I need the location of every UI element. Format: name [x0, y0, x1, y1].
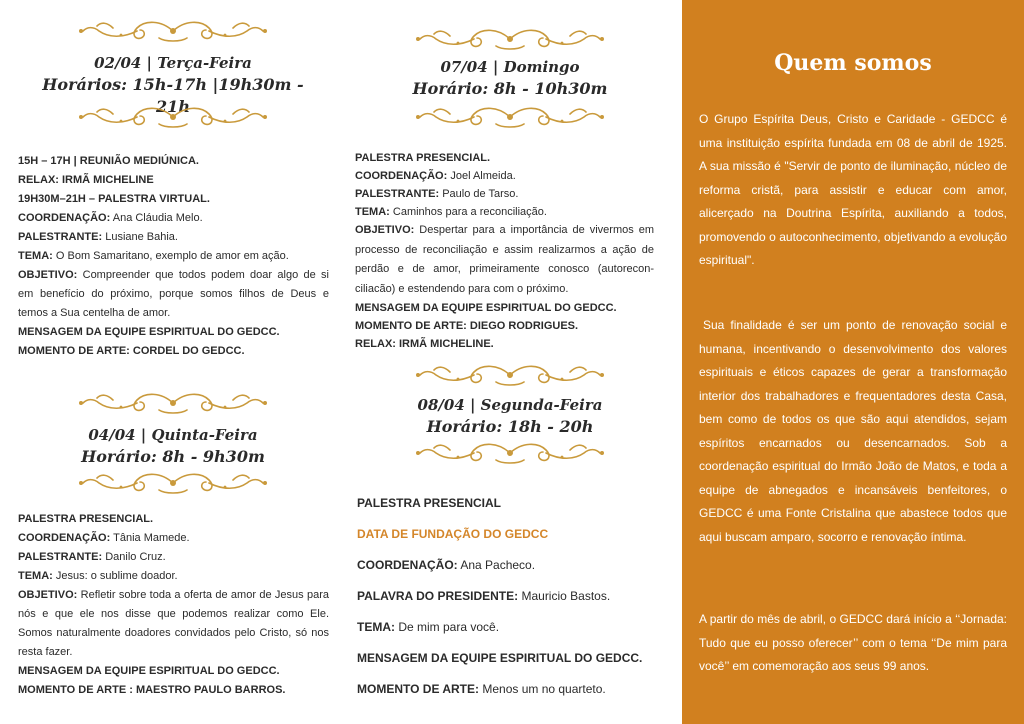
event-date-title: 04/04 | Quinta-Feira [88, 426, 258, 444]
ornament-top-icon [73, 18, 273, 44]
value: Refletir sobre toda a oferta de amor de Jesus para nós e que ele nos disse que podemos realizar como Ele. Somos naturalmente doadores convidados pelo Cristo, só nos resta fazer. [18, 589, 329, 658]
detail-line: MENSAGEM DA EQUIPE ESPIRITUAL DO GEDCC. [355, 302, 617, 314]
value: Caminhos para a reconciliação. [392, 206, 547, 218]
label: MOMENTO DE ARTE: [357, 682, 479, 696]
objective-line [355, 221, 654, 299]
detail-line: MOMENTO DE ARTE: DIEGO RODRIGUES. [355, 320, 579, 332]
speaker-line [18, 228, 329, 247]
label: TEMA: [355, 206, 390, 218]
value: Mauricio Bastos. [521, 589, 611, 603]
event-header-0704 [377, 56, 643, 100]
paragraph-text: O Grupo Espírita Deus, Cristo e Caridade - GEDCC é uma instituição espírita fundada em 08 de abril de 1925. A sua missão é "Servir de ponto de iluminação, núcleo de reforma cristã, para assistir e educar com amor, alicerçado na Doutrina Espírita, auxiliando a todos, promovendo o autoconhecimento, objetivando a evolução espiritual". [699, 112, 1007, 267]
label: COORDENAÇÃO: [355, 170, 448, 182]
art-line [357, 674, 657, 705]
value: Lusiane Bahia. [105, 231, 178, 243]
event-header-0404 [40, 424, 306, 468]
event-date-title: 08/04 | Segunda-Feira [417, 396, 603, 414]
event-header-0804 [377, 394, 643, 438]
about-paragraph-3 [699, 608, 1007, 679]
label: COORDENAÇÃO: [18, 532, 111, 544]
label: PALESTRANTE: [355, 188, 440, 200]
coordination-line [357, 550, 657, 581]
label: PALAVRA DO PRESIDENTE: [357, 589, 519, 603]
label: COORDENAÇÃO: [357, 558, 458, 572]
label: PALESTRANTE: [18, 551, 103, 563]
value: O Bom Samaritano, exemplo de amor em ação. [55, 250, 289, 262]
event-details-0804 [357, 488, 657, 705]
paragraph-text: A partir do mês de abril, o GEDCC dará início a ‘‘Jornada: Tudo que eu posso oferecer’’ com o tema ‘‘De mim para você’’ em comemoração aos seus 99 anos. [699, 612, 1007, 673]
value: De mim para você. [398, 620, 500, 634]
label: PALESTRANTE: [18, 231, 103, 243]
label: OBJETIVO: [18, 269, 78, 281]
detail-line: 15H – 17H | REUNIÃO MEDIÚNICA. [18, 155, 199, 167]
value: Joel Almeida. [450, 170, 516, 182]
event-details-0204 [18, 152, 329, 361]
value: Despertar para a importância de vivermos em processo de reconciliação e assim realizarmos a ação de perdão e de amor, primeiramente conosco (autorecon-ciliacão) e estendendo para com o próximo. [355, 224, 654, 295]
detail-line: PALESTRA PRESENCIAL [357, 496, 502, 510]
value: Paulo de Tarso. [442, 188, 519, 200]
event-time: Horário: 8h - 10h30m [412, 79, 608, 98]
label: OBJETIVO: [18, 589, 78, 601]
label: OBJETIVO: [355, 224, 415, 236]
detail-line: MENSAGEM DA EQUIPE ESPIRITUAL DO GEDCC. [18, 326, 280, 338]
ornament-top-icon [410, 26, 610, 52]
about-paragraph-2 [699, 314, 1007, 549]
president-line [357, 581, 657, 612]
detail-line: 19H30M–21H – PALESTRA VIRTUAL. [18, 193, 210, 205]
theme-line [18, 567, 329, 586]
value: Danilo Cruz. [105, 551, 166, 563]
objective-line [18, 586, 329, 662]
about-paragraph-1 [699, 108, 1007, 273]
ornament-bottom-icon [410, 104, 610, 130]
ornament-bottom-icon [73, 104, 273, 130]
detail-line: PALESTRA PRESENCIAL. [18, 513, 154, 525]
about-title: Quem somos [774, 50, 932, 76]
paragraph-text: Sua finalidade é ser um ponto de renovação social e humana, incentivando o desenvolvimento dos valores espirituais e éticos capazes de gerar a transformação interior dos trabalhadores e frequentadores desta Casa, bem como de todos os que são aqui atendidos, sejam espíritos encarnados ou desencarnados. Sob a coordenação espiritual do Irmão João de Matos, e toda a equipe de abnegados e incansáveis benfeitores, o GEDCC é uma Fonte Cristalina que abastece todos que aqui buscam amparo, socorro e renovação íntima. [699, 318, 1007, 544]
detail-line: MENSAGEM DA EQUIPE ESPIRITUAL DO GEDCC. [357, 651, 643, 665]
value: Ana Cláudia Melo. [112, 212, 203, 224]
coordination-line [18, 209, 329, 228]
detail-line: PALESTRA PRESENCIAL. [355, 152, 491, 164]
detail-line: RELAX: IRMÃ MICHELINE [18, 174, 154, 186]
event-date-title: 02/04 | Terça-Feira [94, 54, 252, 72]
theme-line [18, 247, 329, 266]
theme-line [357, 612, 657, 643]
event-time: Horário: 18h - 20h [426, 417, 594, 436]
label: COORDENAÇÃO: [18, 212, 111, 224]
value: Compreender que todos podem doar algo de si em benefício do próximo, porque somos filhos de Deus e temos a Sua centelha de amor. [18, 269, 329, 319]
detail-line: MOMENTO DE ARTE: CORDEL DO GEDCC. [18, 345, 245, 357]
label: TEMA: [357, 620, 395, 634]
coordination-line [355, 167, 654, 185]
founding-date-line: DATA DE FUNDAÇÃO DO GEDCC [357, 527, 549, 541]
event-time: Horários: 15h-17h |19h30m - 21h [42, 75, 304, 116]
event-details-0704 [355, 149, 654, 353]
detail-line: MOMENTO DE ARTE : MAESTRO PAULO BARROS. [18, 684, 286, 696]
detail-line: RELAX: IRMÃ MICHELINE. [355, 338, 494, 350]
event-date-title: 07/04 | Domingo [440, 58, 580, 76]
value: Ana Pacheco. [460, 558, 536, 572]
speaker-line [18, 548, 329, 567]
detail-line: MENSAGEM DA EQUIPE ESPIRITUAL DO GEDCC. [18, 665, 280, 677]
about-panel [682, 0, 1024, 724]
speaker-line [355, 185, 654, 203]
ornament-top-icon [73, 390, 273, 416]
event-time: Horário: 8h - 9h30m [81, 447, 265, 466]
theme-line [355, 203, 654, 221]
value: Jesus: o sublime doador. [55, 570, 178, 582]
label: TEMA: [18, 570, 53, 582]
ornament-top-icon [410, 362, 610, 388]
value: Tânia Mamede. [113, 532, 190, 544]
objective-line [18, 266, 329, 323]
ornament-bottom-icon [410, 440, 610, 466]
event-details-0404 [18, 510, 329, 700]
label: TEMA: [18, 250, 53, 262]
value: Menos um no quarteto. [482, 682, 606, 696]
ornament-bottom-icon [73, 470, 273, 496]
coordination-line [18, 529, 329, 548]
